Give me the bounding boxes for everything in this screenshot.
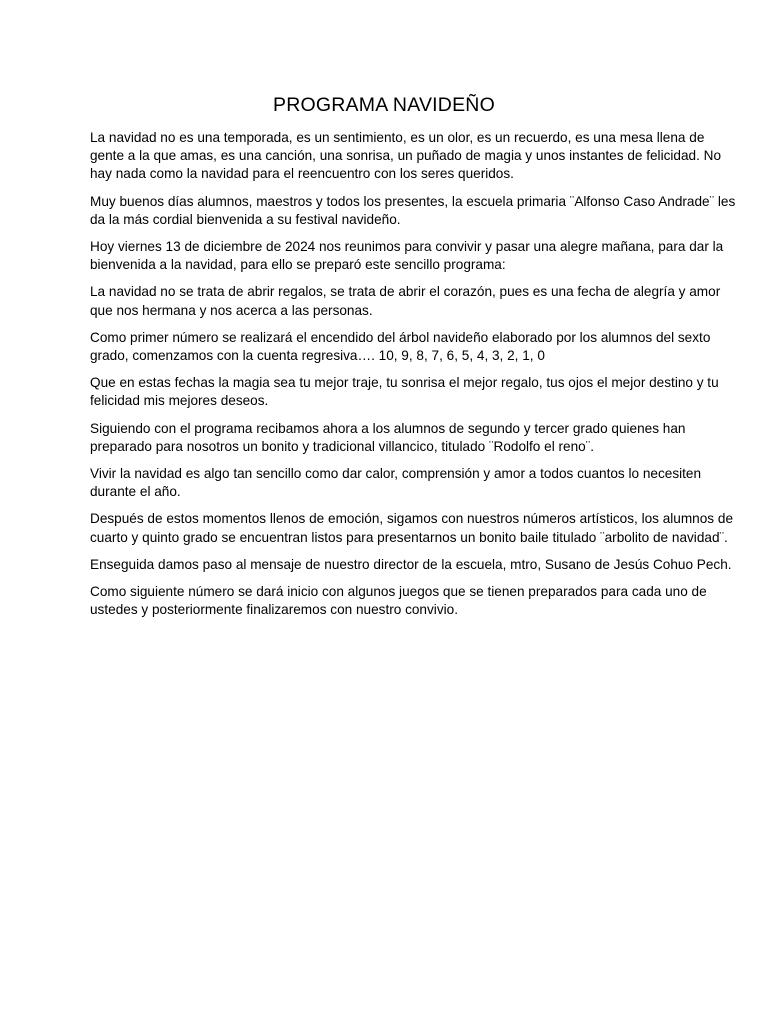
paragraph-reflection-1: La navidad no se trata de abrir regalos, se trata de abrir el corazón, pues es una fecha de alegría y amor que nos hermana y nos acerca a las personas. bbox=[90, 284, 721, 318]
paragraph-welcome: Muy buenos días alumnos, maestros y todos los presentes, la escuela primaria ¨Alfonso Caso Andrade¨ les da la más cordial bienvenida a su festival navideño. bbox=[90, 193, 736, 227]
paragraph-carol: Siguiendo con el programa recibamos ahora a los alumnos de segundo y tercer grado quienes han preparado para nosotros un bonito y tradicional villancico, titulado ¨Rodolfo el reno¨. bbox=[90, 420, 686, 454]
document-title: PROGRAMA NAVIDEÑO bbox=[273, 94, 495, 116]
paragraph-closing: Como siguiente número se dará inicio con algunos juegos que se tienen preparados para cada uno de ustedes y posteriormente finalizaremos con nuestro convivio. bbox=[90, 584, 707, 618]
paragraph-reflection-3: Vivir la navidad es algo tan sencillo como dar calor, comprensión y amor a todos cuantos lo necesiten durante el año. bbox=[90, 466, 702, 500]
paragraph-reflection-2: Que en estas fechas la magia sea tu mejor traje, tu sonrisa el mejor regalo, tus ojos el mejor destino y tu felicidad mis mejores deseos. bbox=[90, 375, 719, 409]
paragraph-dance: Después de estos momentos llenos de emoción, sigamos con nuestros números artísticos, los alumnos de cuarto y quinto grado se encuentran listos para presentarnos un bonito baile titulado ¨arbolito de navidad¨. bbox=[90, 511, 734, 545]
paragraph-director-message: Enseguida damos paso al mensaje de nuestro director de la escuela, mtro, Susano de Jesús Cohuo Pech. bbox=[90, 556, 732, 572]
paragraph-tree-lighting: Como primer número se realizará el encendido del árbol navideño elaborado por los alumnos del sexto grado, comenzamos con la cuenta regresiva…. 10, 9, 8, 7, 6, 5, 4, 3, 2, 1, 0 bbox=[90, 329, 711, 364]
paragraph-date: Hoy viernes 13 de diciembre de 2024 nos reunimos para convivir y pasar una alegre mañana, para dar la bienvenida a la navidad, para ello se preparó este sencillo programa: bbox=[90, 239, 724, 273]
document-body bbox=[90, 129, 738, 628]
paragraph-intro: La navidad no es una temporada, es un sentimiento, es un olor, es un recuerdo, es una mesa llena de gente a la que amas, es una canción, una sonrisa, un puñado de magia y unos instantes de felicidad. No hay nada como la navidad para el reencuentro con los seres queridos. bbox=[90, 130, 722, 182]
